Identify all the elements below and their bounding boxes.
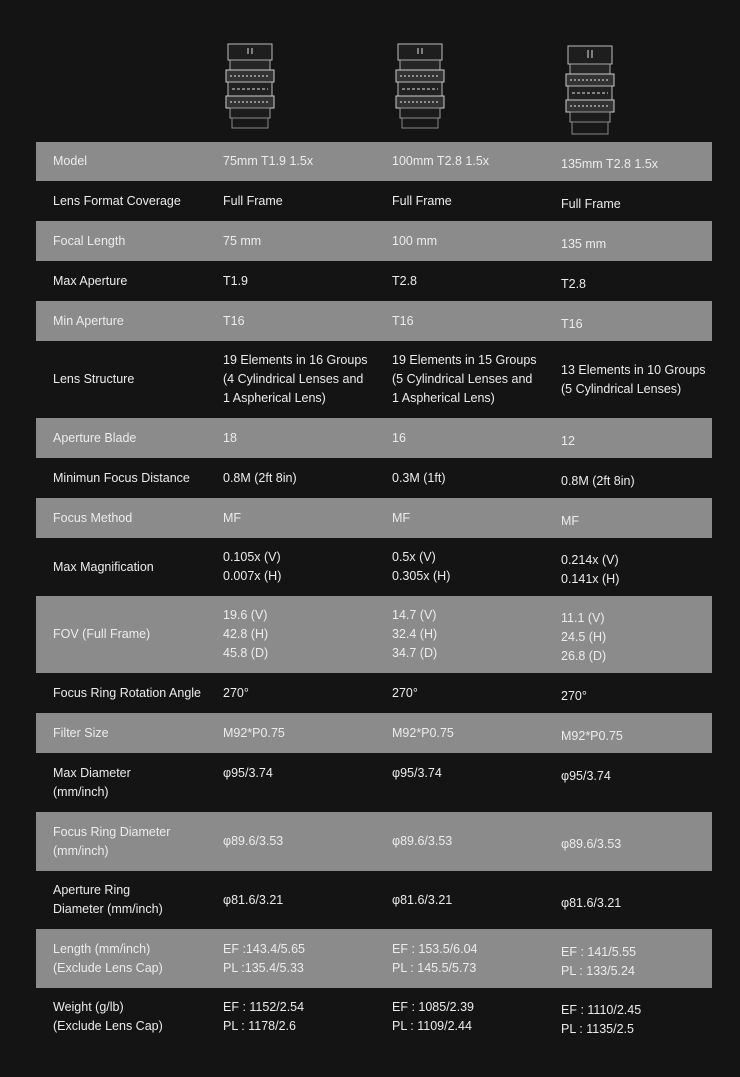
lens-135mm-image: [562, 44, 618, 136]
lens-100mm-icon: [392, 42, 448, 132]
table-row: [36, 221, 712, 261]
table-row: [36, 418, 712, 458]
cell-100mm: T16: [392, 313, 414, 328]
cell-100mm: M92*P0.75: [392, 725, 454, 740]
cell-135mm: T16: [561, 316, 583, 331]
row-label: Focus Ring Diameter (mm/inch): [53, 824, 171, 858]
cell-135mm: M92*P0.75: [561, 728, 623, 743]
cell-100mm: 0.5x (V) 0.305x (H): [392, 550, 451, 583]
cell-100mm: 14.7 (V) 32.4 (H) 34.7 (D): [392, 608, 438, 660]
table-row: [36, 341, 712, 418]
cell-75mm: 0.8M (2ft 8in): [223, 470, 297, 485]
cell-135mm: EF : 1110/2.45 PL : 1135/2.5: [561, 1003, 642, 1036]
cell-100mm: 270°: [392, 685, 418, 700]
cell-100mm: T2.8: [392, 273, 418, 288]
cell-100mm: 100mm T2.8 1.5x: [392, 154, 490, 168]
cell-75mm: 0.105x (V) 0.007x (H): [223, 550, 282, 583]
cell-100mm: φ89.6/3.53: [392, 834, 453, 848]
row-label: Filter Size: [53, 725, 109, 740]
table-row: [36, 596, 712, 673]
cell-75mm: 270°: [223, 685, 249, 700]
table-row: [36, 988, 712, 1046]
table-row: [36, 713, 712, 753]
cell-135mm: MF: [561, 513, 580, 528]
cell-75mm: T1.9: [223, 273, 249, 288]
cell-75mm: φ81.6/3.21: [223, 892, 284, 907]
table-row: [36, 261, 712, 301]
row-label: Lens Structure: [53, 372, 135, 386]
cell-100mm: 0.3M (1ft): [392, 470, 446, 485]
table-row: [36, 538, 712, 596]
cell-135mm: φ95/3.74: [561, 769, 611, 783]
cell-135mm: Full Frame: [561, 196, 621, 211]
row-label: FOV (Full Frame): [53, 627, 151, 641]
lens-135mm-icon: [562, 44, 618, 136]
table-row: [36, 871, 712, 929]
row-label: Focus Ring Rotation Angle: [53, 685, 202, 700]
cell-135mm: 0.8M (2ft 8in): [561, 473, 635, 488]
cell-100mm: 19 Elements in 15 Groups (5 Cylindrical Lenses and 1 Aspherical Lens): [392, 353, 537, 405]
cell-135mm: 13 Elements in 10 Groups (5 Cylindrical Lenses): [561, 362, 706, 396]
cell-75mm: EF : 1152/2.54 PL : 1178/2.6: [223, 1000, 305, 1033]
table-row: [36, 929, 712, 988]
table-row: [36, 673, 712, 713]
cell-135mm: 0.214x (V) 0.141x (H): [561, 553, 620, 586]
row-label: Focal Length: [53, 233, 126, 248]
cell-75mm: 19 Elements in 16 Groups (4 Cylindrical Lenses and 1 Aspherical Lens): [223, 353, 368, 405]
table-row: [36, 301, 712, 341]
cell-75mm: φ95/3.74: [223, 766, 273, 780]
row-label: Weight (g/lb) (Exclude Lens Cap): [53, 1000, 163, 1033]
lens-100mm-image: [392, 42, 448, 132]
cell-100mm: EF : 153.5/6.04 PL : 145.5/5.73: [392, 941, 478, 975]
cell-135mm: T2.8: [561, 276, 587, 291]
cell-100mm: φ95/3.74: [392, 766, 442, 780]
table-row: [36, 498, 712, 538]
cell-100mm: EF : 1085/2.39 PL : 1109/2.44: [392, 1000, 475, 1033]
row-label: Min Aperture: [53, 313, 124, 328]
cell-135mm: EF : 141/5.55 PL : 133/5.24: [561, 944, 637, 978]
row-label: Model: [53, 154, 88, 168]
row-label: Max Aperture: [53, 273, 128, 288]
cell-135mm: φ89.6/3.53: [561, 837, 622, 851]
cell-135mm: 12: [561, 433, 575, 448]
cell-75mm: M92*P0.75: [223, 725, 285, 740]
table-row: [36, 753, 712, 812]
cell-100mm: Full Frame: [392, 193, 452, 208]
cell-75mm: EF :143.4/5.65 PL :135.4/5.33: [223, 941, 306, 975]
cell-100mm: 16: [392, 430, 406, 445]
cell-75mm: MF: [223, 510, 242, 525]
table-row: [36, 142, 712, 181]
row-label: Length (mm/inch) (Exclude Lens Cap): [53, 941, 163, 975]
cell-75mm: Full Frame: [223, 193, 283, 208]
cell-75mm: φ89.6/3.53: [223, 834, 284, 848]
cell-135mm: 135mm T2.8 1.5x: [561, 157, 659, 171]
cell-100mm: 100 mm: [392, 233, 438, 248]
cell-135mm: 11.1 (V) 24.5 (H) 26.8 (D): [561, 611, 607, 663]
cell-135mm: φ81.6/3.21: [561, 895, 622, 910]
spec-table: [36, 142, 712, 1046]
cell-75mm: 19.6 (V) 42.8 (H) 45.8 (D): [223, 608, 269, 660]
table-row: [36, 812, 712, 871]
row-label: Minimun Focus Distance: [53, 470, 190, 485]
table-row: [36, 458, 712, 498]
cell-100mm: φ81.6/3.21: [392, 892, 453, 907]
row-label: Focus Method: [53, 510, 133, 525]
lens-75mm-image: [222, 42, 278, 132]
table-row: [36, 181, 712, 221]
cell-135mm: 270°: [561, 688, 587, 703]
cell-75mm: 18: [223, 430, 237, 445]
row-label: Aperture Blade: [53, 430, 137, 445]
cell-75mm: 75 mm: [223, 233, 262, 248]
row-label: Aperture Ring Diameter (mm/inch): [53, 883, 163, 916]
row-label: Max Diameter (mm/inch): [53, 765, 131, 799]
row-label: Lens Format Coverage: [53, 193, 181, 208]
cell-100mm: MF: [392, 510, 411, 525]
cell-75mm: T16: [223, 313, 245, 328]
lens-75mm-icon: [222, 42, 278, 132]
cell-135mm: 135 mm: [561, 236, 607, 251]
cell-75mm: 75mm T1.9 1.5x: [223, 154, 314, 168]
row-label: Max Magnification: [53, 559, 154, 574]
